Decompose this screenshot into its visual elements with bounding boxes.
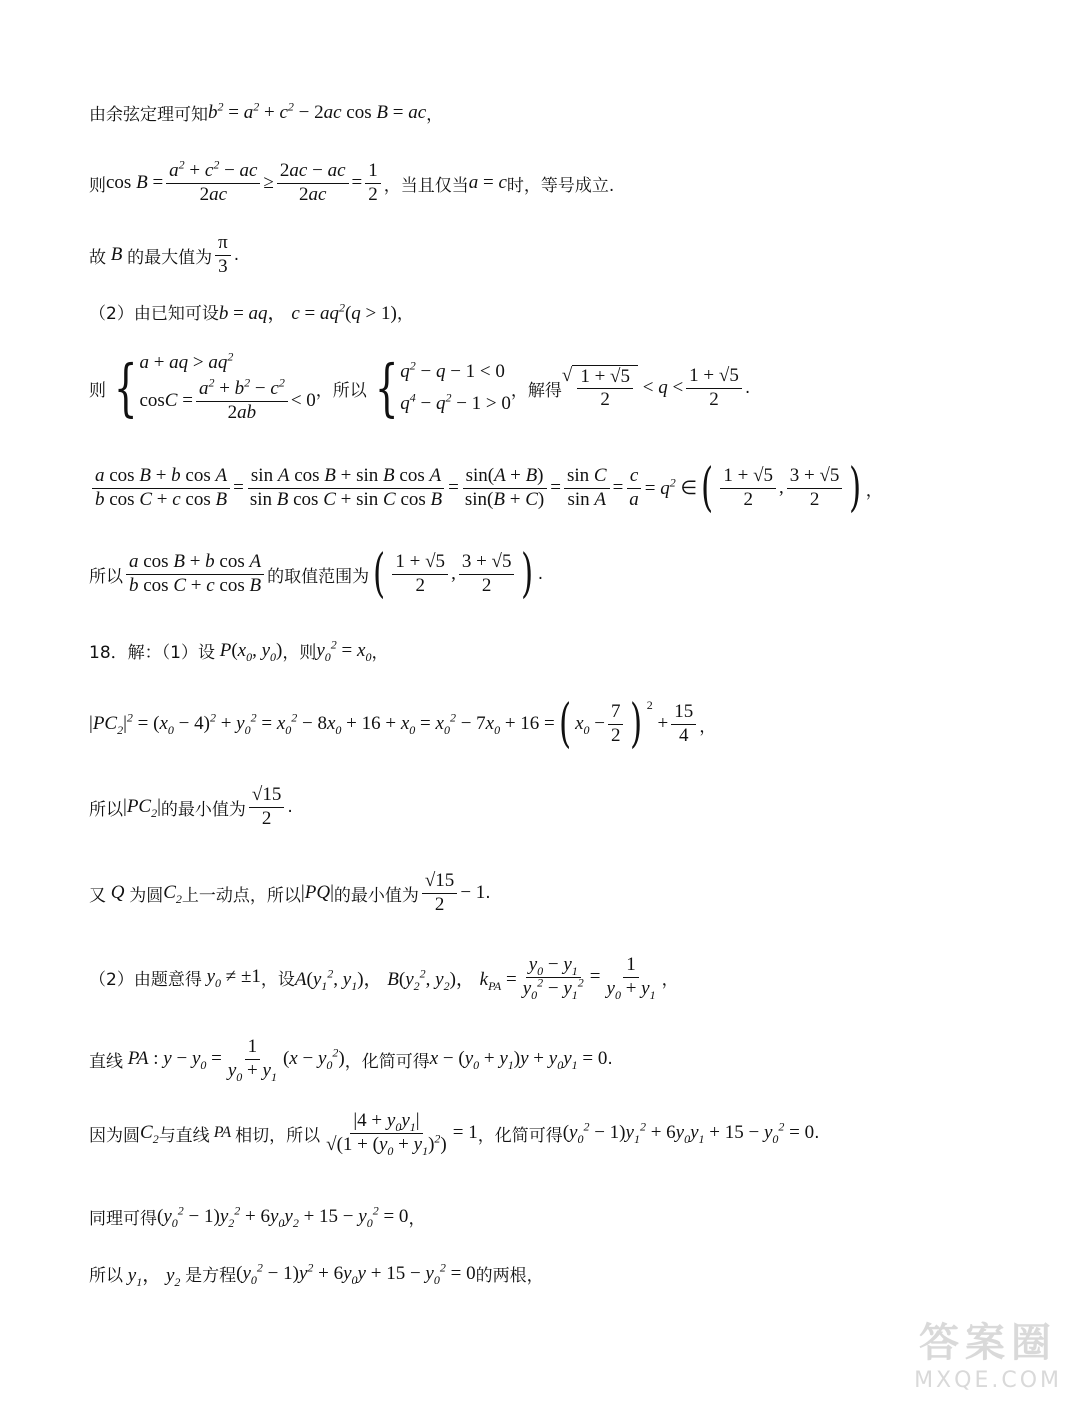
text: ，设 [260, 969, 295, 990]
fraction: $\frac{|4 + y_0y_1|}{√(1 + (y_0 + y_1)^2)}$ [326, 1110, 447, 1158]
text: 故 [89, 247, 106, 268]
text: ，当且仅当 [383, 175, 469, 196]
text: . [537, 564, 544, 584]
watermark-url: MXQE.COM [914, 1368, 1062, 1393]
text: ， [426, 105, 444, 125]
math: $|PC_2|^2 = (x_0 - 4)^2 + y_0^2 = x_0^2 - 8x_0 + 16 + x_0 = x_0^2 - 7x_0 + 16$ = [89, 710, 555, 737]
text: 又 [89, 885, 106, 906]
text-line-11: 又 Q 为圆 $C_2$ 上一动点，所以 |PQ| 的最小值为 $\frac{√15}{2}$ − 1 . [89, 870, 491, 915]
text-line-8 [89, 638, 388, 663]
text: 上一动点，所以 [181, 885, 301, 906]
fraction: $\frac{7}{2}$ [608, 701, 624, 748]
text: 所以 [89, 1266, 123, 1286]
text: 相切，所以 [235, 1125, 321, 1146]
text-line-4 [89, 298, 414, 325]
text: （2）由已知可设 [89, 304, 219, 324]
fraction: $\frac{1}{2}$ [365, 160, 381, 207]
fraction: $\frac{\sin(A + B)}{\sin(B + C)}$ [462, 465, 547, 512]
fraction: $\frac{\text{sin A cos B + sin B cos A}}{\text{sin B cos C + sin C cos B}}$ [249, 464, 443, 510]
text: 的取值范围为 [267, 566, 370, 587]
text: 同理可得 [89, 1209, 157, 1229]
fraction: $\frac{√15}{2}$ [249, 784, 284, 831]
text: . [744, 378, 751, 399]
text-line-5: 则 { a + aq > $aq^2$ cos C = $\frac{a^2 + b^2 - c^2}{2ab}$ < 0 ，所以 { $q^2 - q - 1 < 0$ $q^4 - q^2 - 1 > 0$ ，解得 √ $\frac{1 + √5}{2}$ < q < $\frac{1 + √5}{2}$ . [89, 349, 751, 425]
math: cos B = [106, 172, 164, 194]
text: （2）由题意得 [89, 969, 202, 990]
fraction: $\frac{3 + √5}{2}$ [459, 551, 515, 598]
fraction: $\frac{c}{a}$ [626, 465, 642, 512]
math: $y_0 \ne \pm 1$ [201, 966, 261, 991]
fraction: $\frac{1 + √5}{2}$ [720, 465, 776, 512]
text-line-6: $\frac{\text{a cos B + b cos A}}{\text{b cos C + c cos B}}$ = $\frac{\text{sin A cos B + sin B cos A}}{\text{sin B cos C + sin C cos B}}$ = $\frac{\sin(A + B)}{\sin(B + C)}$ = $\frac{\text{sin C}}{\text{sin A}}$ = $\frac{c}{a}$ = $q^2$ ∈ ( $\frac{1 + √5}{2}$ , $\frac{3 + √5}{2}$ ) ， [89, 462, 883, 514]
math: B [106, 244, 128, 266]
fraction: $\frac{a^2 + c^2 - ac}{2ac}$ [166, 160, 260, 207]
watermark-title: 答案圈 [919, 1320, 1058, 1366]
math: $C_2$ [163, 882, 182, 907]
watermark-logo [914, 1311, 1062, 1393]
math: $A(y_1^2$, $y_1$)， $B(y_2^2$, $y_2$)， $k_{PA}$ = [294, 966, 517, 993]
text-line-13: 直线 PA : $y - y_0$ = $\frac{1}{y_0 + y_1}$ $(x - y_0^2)$ ，化简可得 $x - (y_0 + y_1)y + y_0y_1 = 0$ . [89, 1036, 613, 1084]
text: ， [865, 480, 883, 501]
text-line-7: 所以 $\frac{\text{a cos B + b cos A}}{\text{b cos C + c cos B}}$ 的取值范围为 ( $\frac{1 + √5}{2}$ , $\frac{3 + √5}{2}$ ) . [89, 544, 544, 604]
equation-system: { $q^2 - q - 1 < 0$ $q^4 - q^2 - 1 > 0$ [374, 351, 511, 425]
text: . [233, 245, 240, 266]
text-line-10 [89, 784, 293, 831]
text: ， [408, 1209, 426, 1229]
text: . [485, 883, 491, 904]
fraction: $\frac{1}{y_0 + y_1}$ [606, 954, 656, 1002]
text-line-3 [89, 232, 239, 279]
text: 18．解：（1）设 [89, 643, 215, 663]
text: ，解得 [510, 380, 562, 401]
fraction: $\frac{\pi}{3}$ [215, 232, 231, 279]
fraction: $\frac{3 + √5}{2}$ [787, 465, 843, 512]
text: 则 [89, 175, 106, 196]
math: PA [209, 1124, 236, 1142]
text-line-14: 因为圆 $C_2$ 与直线 PA 相切，所以 $\frac{|4 + y_0y_1|}{√(1 + (y_0 + y_1)^2)}$ = 1 ，化简可得 $(y_0^2 - 1)y_1^2 + 6y_0y_1 + 15 - y_0^2 = 0$ . [89, 1110, 820, 1158]
math: $(y_0^2 - 1)y_2^2 + 6y_0y_2 + 15 - y_0^2 = 0$ [157, 1203, 409, 1230]
text: . [607, 1049, 613, 1070]
math: $C_2$ [140, 1122, 159, 1147]
text: . [814, 1123, 820, 1144]
text: 是方程 [185, 1266, 237, 1286]
text-line-16 [89, 1260, 544, 1287]
text: ，化简可得 [344, 1051, 430, 1072]
text: ，则 [282, 643, 317, 663]
text: ，所以 [315, 380, 367, 401]
fraction: $\frac{15}{4}$ [671, 701, 696, 748]
text: ， [661, 969, 679, 990]
text: ，化简可得 [477, 1125, 563, 1146]
math: $x - (y_0 + y_1)y + y_0y_1 = 0$ [429, 1048, 608, 1073]
math: $(y_0^2 - 1)y^2 + 6y_0y + 15 - y_0^2 = 0$ [236, 1260, 476, 1287]
text-line-1 [89, 100, 443, 125]
text: 时，等号成立. [506, 175, 615, 196]
text-line-2: 则 cos B = $\frac{a^2 + c^2 - ac}{2ac}$ ≥ $\frac{2ac - ac}{2ac}$ = $\frac{1}{2}$ ，当且仅当 a = c 时，等号成立. [89, 157, 615, 205]
math: |PQ| [300, 882, 334, 904]
text: 由余弦定理可知 [89, 105, 208, 125]
equation-system: { a + aq > $aq^2$ cos C = $\frac{a^2 + b^2 - c^2}{2ab}$ < 0 [113, 349, 316, 425]
text: 则 [89, 380, 106, 401]
fraction: $\frac{1}{y_0 + y_1}$ [227, 1036, 277, 1084]
math: $(y_0^2 - 1)y_1^2 + 6y_0y_1 + 15 - y_0^2 = 0$ [562, 1119, 815, 1147]
fraction: $\frac{\text{a cos B + b cos A}}{\text{b cos C + c cos B}}$ [92, 465, 230, 512]
text: . [287, 797, 293, 818]
fraction: $\frac{\text{sin C}}{\text{sin A}}$ [564, 465, 610, 512]
text: 与直线 [158, 1125, 210, 1146]
text: ， [699, 716, 717, 737]
fraction: $\frac{y_0 - y_1}{y_0^2 - y_1^2}$ [522, 954, 584, 1002]
math: $b^2 = a^2 + c^2 - 2ac$ cos B = ac [208, 99, 427, 123]
math: $y_0^2 = x_0$ [316, 637, 372, 664]
math: $P(x_0$, $y_0$) [214, 639, 283, 664]
text: 直线 [89, 1051, 123, 1072]
fraction: $\frac{1 + √5}{2}$ [686, 365, 742, 412]
sqrt: √ $\frac{1 + √5}{2}$ [562, 365, 638, 413]
fraction: $\frac{a^2 + b^2 - c^2}{2ab}$ [196, 378, 288, 425]
math: b = aq， $c = aq^2(q > 1)$ [218, 300, 397, 324]
text: 因为圆 [89, 1125, 140, 1146]
fraction: $\frac{\text{a cos B + b cos A}}{\text{b cos C + c cos B}}$ [126, 551, 264, 598]
fraction: $\frac{2ac - ac}{2ac}$ [277, 160, 349, 207]
text: 的最小值为 [333, 885, 419, 906]
text: 为圆 [129, 885, 164, 906]
text: 的两根， [475, 1266, 544, 1286]
fraction: $\frac{√15}{2}$ [422, 870, 457, 917]
fraction: $\frac{1 + √5}{2}$ [392, 551, 448, 598]
math: PA : $y - y_0$ = [123, 1048, 222, 1073]
text-line-15 [89, 1204, 425, 1229]
math: $|PC_2|$ [123, 796, 161, 821]
text-line-12: （2）由题意得 $y_0 \ne \pm 1$ ，设 $A(y_1^2$, $y_1$)， $B(y_2^2$, $y_2$)， $k_{PA}$ = $\frac{y_0 - y_1}{y_0^2 - y_1^2}$ = $\frac{1}{y_0 + y_1}$ ， [89, 954, 679, 1002]
text: 所以 [89, 799, 123, 820]
math: a = c [468, 172, 507, 194]
math: $y_1$， $y_2$ [123, 1265, 181, 1289]
math: Q [106, 882, 130, 904]
text-line-9: $|PC_2|^2 = (x_0 - 4)^2 + y_0^2 = x_0^2 - 8x_0 + 16 + x_0 = x_0^2 - 7x_0 + 16$ = ( $x_0$ − $\frac{7}{2}$ ) 2 + $\frac{15}{4}$ ， [89, 694, 717, 754]
text: ， [396, 304, 414, 324]
text: 的最小值为 [160, 799, 246, 820]
text: 所以 [89, 566, 123, 587]
text: ， [371, 643, 389, 663]
text: 的最大值为 [127, 247, 213, 268]
